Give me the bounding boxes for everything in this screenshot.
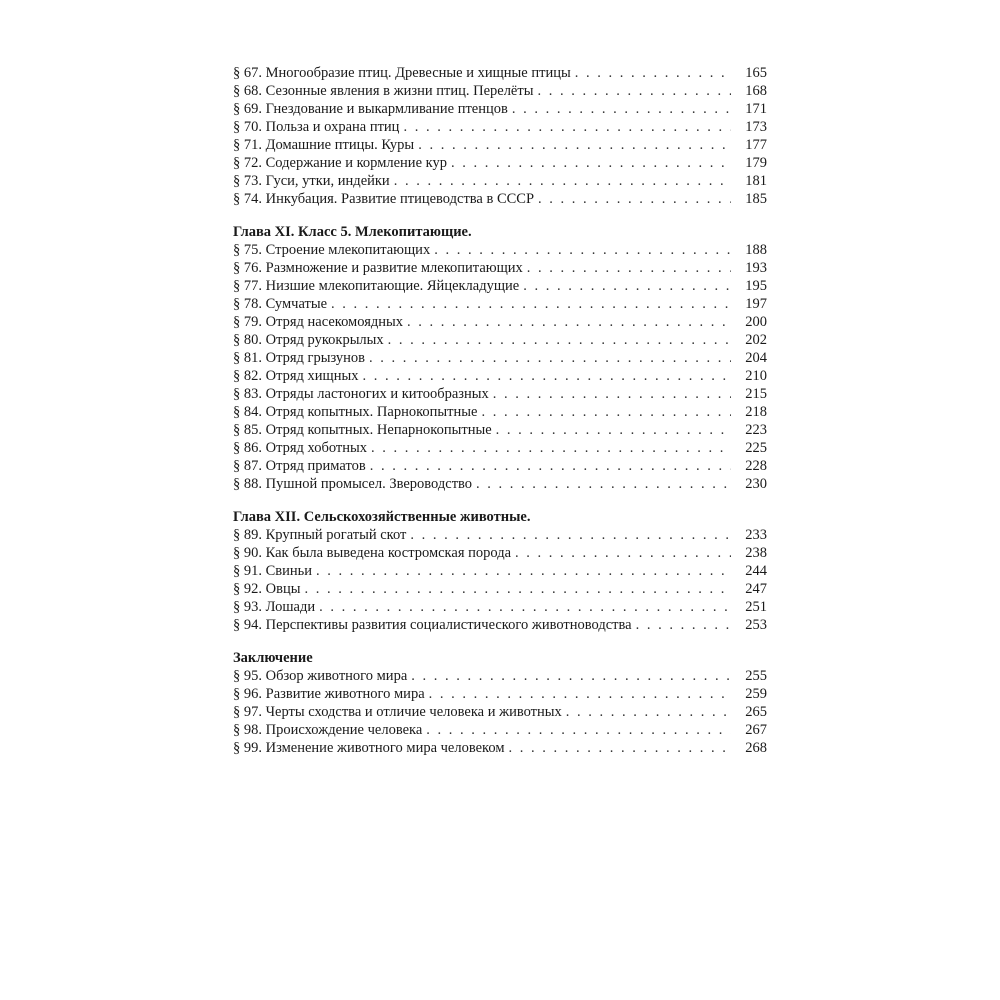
toc-entry bbox=[233, 544, 767, 562]
dot-leader bbox=[418, 136, 731, 154]
entry-title: § 92. Овцы bbox=[233, 581, 301, 597]
dot-leader bbox=[476, 475, 731, 493]
entry-page-number: 202 bbox=[745, 332, 767, 348]
chapter-heading: Глава XI. Класс 5. Млекопитающие. bbox=[233, 224, 472, 240]
entry-page-number: 210 bbox=[745, 368, 767, 384]
entry-title: § 77. Низшие млекопитающие. Яйцекладущие bbox=[233, 278, 520, 294]
entry-title: § 81. Отряд грызунов bbox=[233, 350, 366, 366]
toc-entry bbox=[233, 421, 767, 439]
entry-page-number: 171 bbox=[745, 101, 767, 117]
entry-title: § 72. Содержание и кормление кур bbox=[233, 155, 447, 171]
entry-page-number: 185 bbox=[745, 191, 767, 207]
dot-leader bbox=[388, 331, 731, 349]
dot-leader bbox=[481, 403, 731, 421]
toc-entry bbox=[233, 403, 767, 421]
entry-page-number: 247 bbox=[745, 581, 767, 597]
entry-title: § 75. Строение млекопитающих bbox=[233, 242, 431, 258]
entry-page-number: 244 bbox=[745, 563, 767, 579]
entry-title: § 78. Сумчатые bbox=[233, 296, 328, 312]
entry-page-number: 165 bbox=[745, 65, 767, 81]
toc-entry bbox=[233, 598, 767, 616]
entry-title: § 85. Отряд копытных. Непарнокопытные bbox=[233, 422, 492, 438]
toc-entry bbox=[233, 295, 767, 313]
toc-entry bbox=[233, 580, 767, 598]
entry-page-number: 225 bbox=[745, 440, 767, 456]
entry-title: § 86. Отряд хоботных bbox=[233, 440, 368, 456]
toc-entry bbox=[233, 721, 767, 739]
entry-page-number: 268 bbox=[745, 740, 767, 756]
toc-section-chapter-12 bbox=[233, 508, 767, 634]
entry-page-number: 173 bbox=[745, 119, 767, 135]
entry-page-number: 188 bbox=[745, 242, 767, 258]
entry-title: § 79. Отряд насекомоядных bbox=[233, 314, 404, 330]
entry-page-number: 204 bbox=[745, 350, 767, 366]
toc-entry bbox=[233, 385, 767, 403]
dot-leader bbox=[411, 667, 731, 685]
entry-title: § 99. Изменение животного мира человеком bbox=[233, 740, 505, 756]
entry-title: § 73. Гуси, утки, индейки bbox=[233, 173, 390, 189]
entry-page-number: 195 bbox=[745, 278, 767, 294]
toc-entry bbox=[233, 82, 767, 100]
entry-title: § 84. Отряд копытных. Парнокопытные bbox=[233, 404, 478, 420]
entry-title: § 90. Как была выведена костромская порода bbox=[233, 545, 512, 561]
entry-page-number: 218 bbox=[745, 404, 767, 420]
chapter-heading: Глава XII. Сельскохозяйственные животные. bbox=[233, 509, 531, 525]
entry-page-number: 193 bbox=[745, 260, 767, 276]
dot-leader bbox=[566, 703, 731, 721]
entry-title: § 68. Сезонные явления в жизни птиц. Перелёты bbox=[233, 83, 534, 99]
dot-leader bbox=[527, 259, 731, 277]
dot-leader bbox=[575, 64, 731, 82]
dot-leader bbox=[509, 739, 731, 757]
entry-page-number: 253 bbox=[745, 617, 767, 633]
toc-entry bbox=[233, 259, 767, 277]
toc-entry bbox=[233, 241, 767, 259]
entry-title: § 83. Отряды ластоногих и китообразных bbox=[233, 386, 489, 402]
toc-entry bbox=[233, 154, 767, 172]
dot-leader bbox=[407, 313, 731, 331]
toc-entry bbox=[233, 313, 767, 331]
entry-title: § 93. Лошади bbox=[233, 599, 316, 615]
entry-title: § 71. Домашние птицы. Куры bbox=[233, 137, 415, 153]
entry-page-number: 251 bbox=[745, 599, 767, 615]
toc-entry bbox=[233, 667, 767, 685]
entry-title: § 97. Черты сходства и отличие человека и животных bbox=[233, 704, 562, 720]
entry-page-number: 181 bbox=[745, 173, 767, 189]
entry-page-number: 259 bbox=[745, 686, 767, 702]
entry-page-number: 233 bbox=[745, 527, 767, 543]
entry-title: § 89. Крупный рогатый скот bbox=[233, 527, 407, 543]
toc-entry bbox=[233, 703, 767, 721]
toc-section-birds bbox=[233, 64, 767, 208]
dot-leader bbox=[512, 100, 731, 118]
dot-leader bbox=[319, 598, 731, 616]
entry-page-number: 267 bbox=[745, 722, 767, 738]
toc-entry bbox=[233, 100, 767, 118]
entry-title: § 80. Отряд рукокрылых bbox=[233, 332, 384, 348]
entry-title: § 96. Развитие животного мира bbox=[233, 686, 425, 702]
table-of-contents bbox=[233, 64, 767, 757]
toc-entry bbox=[233, 136, 767, 154]
entry-page-number: 255 bbox=[745, 668, 767, 684]
dot-leader bbox=[403, 118, 731, 136]
entry-title: § 94. Перспективы развития социалистического животноводства bbox=[233, 617, 632, 633]
toc-entry bbox=[233, 118, 767, 136]
dot-leader bbox=[451, 154, 731, 172]
entry-title: § 88. Пушной промысел. Звероводство bbox=[233, 476, 473, 492]
entry-title: § 70. Польза и охрана птиц bbox=[233, 119, 400, 135]
dot-leader bbox=[362, 367, 731, 385]
toc-entry bbox=[233, 349, 767, 367]
dot-leader bbox=[426, 721, 731, 739]
entry-page-number: 228 bbox=[745, 458, 767, 474]
dot-leader bbox=[371, 439, 731, 457]
toc-entry bbox=[233, 439, 767, 457]
toc-entry bbox=[233, 331, 767, 349]
entry-page-number: 223 bbox=[745, 422, 767, 438]
toc-entry bbox=[233, 277, 767, 295]
dot-leader bbox=[316, 562, 731, 580]
toc-entry bbox=[233, 685, 767, 703]
dot-leader bbox=[636, 616, 731, 634]
dot-leader bbox=[429, 685, 731, 703]
toc-entry bbox=[233, 475, 767, 493]
dot-leader bbox=[515, 544, 731, 562]
toc-section-chapter-11 bbox=[233, 223, 767, 493]
toc-entry bbox=[233, 367, 767, 385]
dot-leader bbox=[538, 190, 731, 208]
dot-leader bbox=[537, 82, 731, 100]
dot-leader bbox=[394, 172, 731, 190]
dot-leader bbox=[369, 349, 731, 367]
dot-leader bbox=[493, 385, 731, 403]
toc-entry bbox=[233, 526, 767, 544]
entry-page-number: 200 bbox=[745, 314, 767, 330]
entry-title: § 74. Инкубация. Развитие птицеводства в СССР bbox=[233, 191, 535, 207]
entry-page-number: 238 bbox=[745, 545, 767, 561]
entry-title: § 91. Свиньи bbox=[233, 563, 313, 579]
dot-leader bbox=[523, 277, 731, 295]
entry-title: § 69. Гнездование и выкармливание птенцов bbox=[233, 101, 508, 117]
dot-leader bbox=[410, 526, 731, 544]
entry-page-number: 265 bbox=[745, 704, 767, 720]
toc-entry bbox=[233, 562, 767, 580]
entry-title: § 98. Происхождение человека bbox=[233, 722, 423, 738]
dot-leader bbox=[434, 241, 731, 259]
dot-leader bbox=[331, 295, 731, 313]
entry-title: § 87. Отряд приматов bbox=[233, 458, 366, 474]
entry-title: § 82. Отряд хищных bbox=[233, 368, 359, 384]
toc-entry bbox=[233, 64, 767, 82]
entry-page-number: 168 bbox=[745, 83, 767, 99]
toc-entry bbox=[233, 616, 767, 634]
dot-leader bbox=[304, 580, 731, 598]
entry-title: § 76. Размножение и развитие млекопитающих bbox=[233, 260, 523, 276]
entry-title: § 95. Обзор животного мира bbox=[233, 668, 408, 684]
dot-leader bbox=[496, 421, 731, 439]
toc-entry bbox=[233, 457, 767, 475]
dot-leader bbox=[370, 457, 731, 475]
entry-page-number: 177 bbox=[745, 137, 767, 153]
toc-section-conclusion bbox=[233, 649, 767, 757]
entry-title: § 67. Многообразие птиц. Древесные и хищные птицы bbox=[233, 65, 571, 81]
toc-entry bbox=[233, 172, 767, 190]
toc-entry bbox=[233, 739, 767, 757]
entry-page-number: 179 bbox=[745, 155, 767, 171]
entry-page-number: 230 bbox=[745, 476, 767, 492]
toc-entry bbox=[233, 190, 767, 208]
entry-page-number: 215 bbox=[745, 386, 767, 402]
chapter-heading: Заключение bbox=[233, 650, 313, 666]
entry-page-number: 197 bbox=[745, 296, 767, 312]
